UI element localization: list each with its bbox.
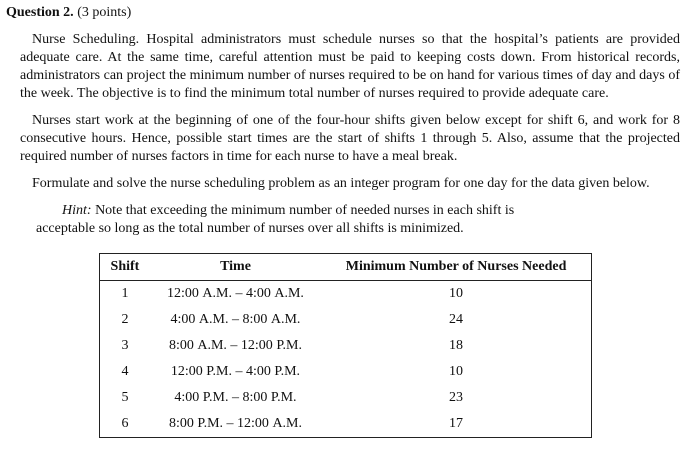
shift-start-period: A.M. bbox=[198, 312, 229, 327]
nurses-needed: 10 bbox=[449, 364, 464, 379]
shift-end-period: A.M. bbox=[274, 286, 304, 301]
paragraph-intro: Nurse Scheduling. Hospital administrators must schedule nurses so that the hospital’s patients are provided adequate care. At the same time, careful attention must be paid to keeping costs down. From historical records, administrators can project the minimum number of nurses required to be on hand for various times of day and days of the week. The objective is to find the minimum total number of nurses required to provide adequate care. bbox=[20, 32, 680, 101]
table-row bbox=[100, 385, 592, 411]
nurses-needed: 17 bbox=[449, 416, 464, 431]
nurses-needed: 10 bbox=[449, 286, 464, 301]
shift-end-time: 12:00 bbox=[237, 416, 269, 431]
table-row bbox=[100, 307, 592, 333]
nurses-needed: 24 bbox=[449, 312, 464, 327]
question-points: (3 points) bbox=[77, 5, 132, 20]
shift-number: 6 bbox=[121, 416, 129, 431]
shift-time-separator: – bbox=[231, 312, 239, 327]
shift-end-time: 8:00 bbox=[242, 390, 268, 405]
table-row bbox=[100, 333, 592, 359]
shift-end-time: 4:00 bbox=[245, 364, 271, 379]
shift-number: 4 bbox=[121, 364, 129, 379]
table-body bbox=[100, 281, 592, 438]
question-title bbox=[6, 4, 131, 22]
shift-start-period: P.M. bbox=[197, 416, 224, 431]
shift-end-period: A.M. bbox=[270, 312, 301, 327]
question-label: Question 2. bbox=[6, 5, 74, 20]
shift-time bbox=[150, 333, 321, 359]
paragraph-shifts: Nurses start work at the beginning of one of the four-hour shifts given below except for shift 6, and work for 8 consecutive hours. Hence, possible start times are the start of shifts 1 through 5. Also, assume that the projected required number of nurses factors in time for each nurse to have a meal break. bbox=[20, 113, 680, 164]
hint-block bbox=[36, 202, 596, 238]
hint-text-1: Note that exceeding the minimum number of needed nurses in each shift is bbox=[95, 203, 515, 218]
hint-line-2: acceptable so long as the total number of nurses over all shifts is minimized. bbox=[36, 221, 464, 236]
hint-line-1 bbox=[36, 202, 596, 220]
shift-number: 5 bbox=[121, 390, 129, 405]
header-shift: Shift bbox=[100, 254, 150, 281]
table-row bbox=[100, 359, 592, 385]
shift-end-period: P.M. bbox=[270, 390, 297, 405]
table-row bbox=[100, 281, 592, 308]
shift-end-period: P.M. bbox=[276, 338, 302, 353]
shift-start-period: P.M. bbox=[206, 364, 232, 379]
hint-label: Hint: bbox=[62, 203, 92, 218]
header-time: Time bbox=[150, 254, 321, 281]
shift-end-time: 4:00 bbox=[245, 286, 271, 301]
nurses-needed: 18 bbox=[449, 338, 464, 353]
shift-time bbox=[150, 307, 321, 333]
shift-time bbox=[150, 411, 321, 438]
shift-time-separator: – bbox=[226, 416, 234, 431]
shift-time bbox=[150, 359, 321, 385]
shift-end-period: P.M. bbox=[274, 364, 301, 379]
paragraph-task: Formulate and solve the nurse scheduling problem as an integer program for one day for the data given below. bbox=[32, 176, 650, 191]
shift-start-time: 4:00 bbox=[170, 312, 196, 327]
nurse-shift-table bbox=[99, 253, 592, 438]
shift-start-time: 4:00 bbox=[174, 390, 200, 405]
shift-start-time: 12:00 bbox=[170, 364, 203, 379]
shift-start-period: A.M. bbox=[197, 338, 227, 353]
shift-time-separator: – bbox=[231, 390, 239, 405]
shift-time-separator: – bbox=[235, 364, 243, 379]
table-row bbox=[100, 411, 592, 438]
shift-time bbox=[150, 385, 321, 411]
shift-end-time: 8:00 bbox=[242, 312, 268, 327]
shift-number: 3 bbox=[121, 338, 129, 353]
shift-start-time: 12:00 bbox=[167, 286, 199, 301]
shift-time bbox=[150, 281, 321, 308]
shift-time-separator: – bbox=[230, 338, 238, 353]
shift-start-time: 8:00 bbox=[168, 416, 194, 431]
header-min-nurses: Minimum Number of Nurses Needed bbox=[321, 254, 591, 281]
table-header-row bbox=[100, 254, 592, 281]
shift-start-period: P.M. bbox=[202, 390, 229, 405]
shift-start-period: A.M. bbox=[202, 286, 232, 301]
shift-end-time: 12:00 bbox=[240, 338, 273, 353]
shift-number: 2 bbox=[121, 312, 129, 327]
shift-start-time: 8:00 bbox=[168, 338, 194, 353]
shift-end-period: A.M. bbox=[272, 416, 302, 431]
shift-number: 1 bbox=[121, 286, 129, 301]
shift-time-separator: – bbox=[235, 286, 243, 301]
nurses-needed: 23 bbox=[449, 390, 464, 405]
